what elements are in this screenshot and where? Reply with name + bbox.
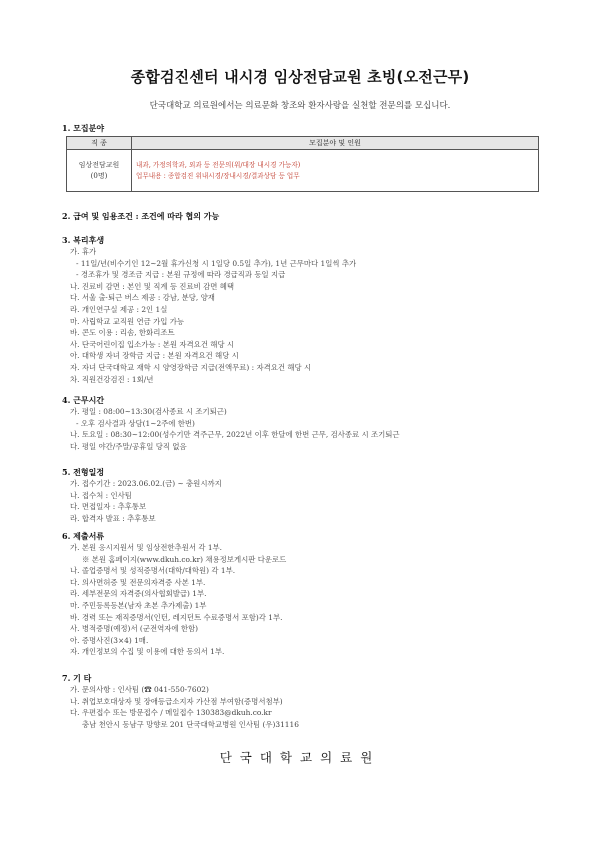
section-heading: 1. 모집분야 xyxy=(62,123,105,133)
benefits-list xyxy=(62,246,542,385)
list-item: 사. 단국어린이집 입소가능 : 본원 자격요건 해당 시 xyxy=(70,339,235,349)
table-header-job: 직 종 xyxy=(67,137,132,150)
list-item: 다. 우편접수 또는 방문접수 / 메일접수 130383@dkuh.co.kr xyxy=(70,708,272,718)
list-item: - 오후 검사결과 상담(1~2주에 한번) xyxy=(76,418,195,428)
list-item: 자. 개인정보의 수집 및 이용에 대한 동의서 1부. xyxy=(70,647,225,657)
list-item: 가. 접수기간 : 2023.06.02.(금) ~ 충원시까지 xyxy=(70,479,222,488)
section-heading: 4. 근무시간 xyxy=(62,395,105,405)
list-item: 바. 콘도 이용 : 리솜, 한화리조트 xyxy=(70,328,175,338)
footer-organization: 단국대학교의료원 xyxy=(219,750,381,765)
section-heading: 5. 전형일정 xyxy=(62,467,105,477)
etc-list xyxy=(62,684,542,730)
list-item: 가. 평일 : 08:00~13:30(검사종료 시 조기퇴근) xyxy=(70,407,227,416)
list-item: ※ 본원 홈페이지(www.dkuh.co.kr) 채용정보게시판 다운로드 xyxy=(82,554,287,564)
list-item: 마. 주민등록등본(남자 초본 추가제출) 1부 xyxy=(70,600,207,610)
intro-text: 단국대학교 의료원에서는 의료문화 창조와 환자사랑을 실천할 전문의를 모십니다. xyxy=(149,101,451,111)
list-item: 다. 평일 야간/주말/공휴일 당직 없음 xyxy=(70,441,187,451)
schedule-list xyxy=(62,478,542,524)
list-item: 아. 증명사진(3×4) 1매. xyxy=(70,635,149,645)
list-item: 자. 자녀 단국대학교 재학 시 양영장학금 지급(전액무료) : 자격요건 해당 시 xyxy=(70,362,312,372)
list-item: 라. 세부전문의 자격증(의사협회발급) 1부. xyxy=(70,589,207,599)
list-item: - 경조휴가 및 경조금 지급 : 본원 규정에 따라 경급직과 동일 지급 xyxy=(76,270,286,280)
section-heading: 6. 제출서류 xyxy=(62,531,105,541)
table-row xyxy=(67,150,539,192)
list-item: 차. 직원건강검진 : 1회/년 xyxy=(70,374,154,384)
list-item: 다. 면접일자 : 추후통보 xyxy=(70,502,147,512)
section-benefits xyxy=(62,234,542,385)
list-item: 라. 개인연구실 제공 : 2인 1실 xyxy=(70,304,168,314)
list-item: 아. 대학생 자녀 장학금 지급 : 본원 자격요건 해당 시 xyxy=(70,351,239,361)
list-item: 나. 취업보호대상자 및 장애등급소지자 가산점 부여함(증명서첨부) xyxy=(70,696,283,706)
role-title: 임상전담교원 xyxy=(78,160,120,169)
list-item: 사. 병적증명(예정)서 (군전역자에 한함) xyxy=(70,624,199,634)
list-item: 다. 의사면허증 및 전문의자격증 사본 1부. xyxy=(70,577,206,587)
section-documents xyxy=(62,530,542,658)
hours-list xyxy=(62,406,542,452)
list-item: 가. 문의사항 : 인사팀 (☎ 041-550-7602) xyxy=(70,685,209,694)
table-header-field: 모집분야 및 인원 xyxy=(132,137,539,150)
list-item: 나. 졸업증명서 및 성적증명서(대학/대학원) 각 1부. xyxy=(70,566,236,576)
list-item: 마. 사립학교 교직원 연금 가입 가능 xyxy=(70,316,185,326)
list-item: 바. 경력 또는 재직증명서(인턴, 레지던트 수료증명서 포함)각 1부. xyxy=(70,612,283,622)
section-heading: 2. 급여 및 임용조건 : 조건에 따라 협의 가능 xyxy=(62,211,220,221)
table-cell-description xyxy=(132,150,539,192)
list-item: 다. 서울 출·퇴근 버스 제공 : 강남, 분당, 양재 xyxy=(70,293,215,303)
list-item: 나. 접수처 : 인사팀 xyxy=(70,490,132,500)
section-working-hours xyxy=(62,394,542,452)
documents-list xyxy=(62,542,542,658)
section-salary xyxy=(62,210,542,222)
list-item: - 11일/년(비수기인 12~2월 휴가신청 시 1일당 0.5일 추가), 1년 근무마다 1일씩 추가 xyxy=(76,258,357,268)
table-cell-role xyxy=(67,150,132,192)
section-etc xyxy=(62,672,542,730)
list-item: 나. 진료비 감면 : 본인 및 직계 등 진료비 감면 혜택 xyxy=(70,281,234,291)
recruitment-table xyxy=(66,136,539,192)
page-title: 종합검진센터 내시경 임상전담교원 초빙(오전근무) xyxy=(130,68,470,86)
section-heading: 3. 복리후생 xyxy=(62,235,105,245)
list-item: 가. 본원 응시지원서 및 임상전한추원서 각 1부. xyxy=(70,543,223,552)
section-schedule xyxy=(62,466,542,524)
section-heading: 7. 기 타 xyxy=(62,673,92,683)
section-recruitment xyxy=(62,122,542,134)
list-item: 충남 천안시 동남구 망향로 201 단국대학교병원 인사팀 (우)31116 xyxy=(82,719,299,729)
list-item: 나. 토요일 : 08:30~12:00(성수기만 격주근무, 2022년 이후 한달에 한번 근무, 검사종료 시 조기퇴근 xyxy=(70,430,400,440)
duty-description: 업무내용 : 종합검진 위내시경/장내시경/결과상담 등 업무 xyxy=(136,171,300,180)
field-description: 내과, 가정의학과, 외과 등 전문의(위/대장 내시경 가능자) xyxy=(136,160,301,169)
list-item: 라. 합격자 발표 : 추후통보 xyxy=(70,513,156,523)
role-count: (0명) xyxy=(90,171,108,180)
list-item: 가. 휴가 xyxy=(70,247,97,256)
